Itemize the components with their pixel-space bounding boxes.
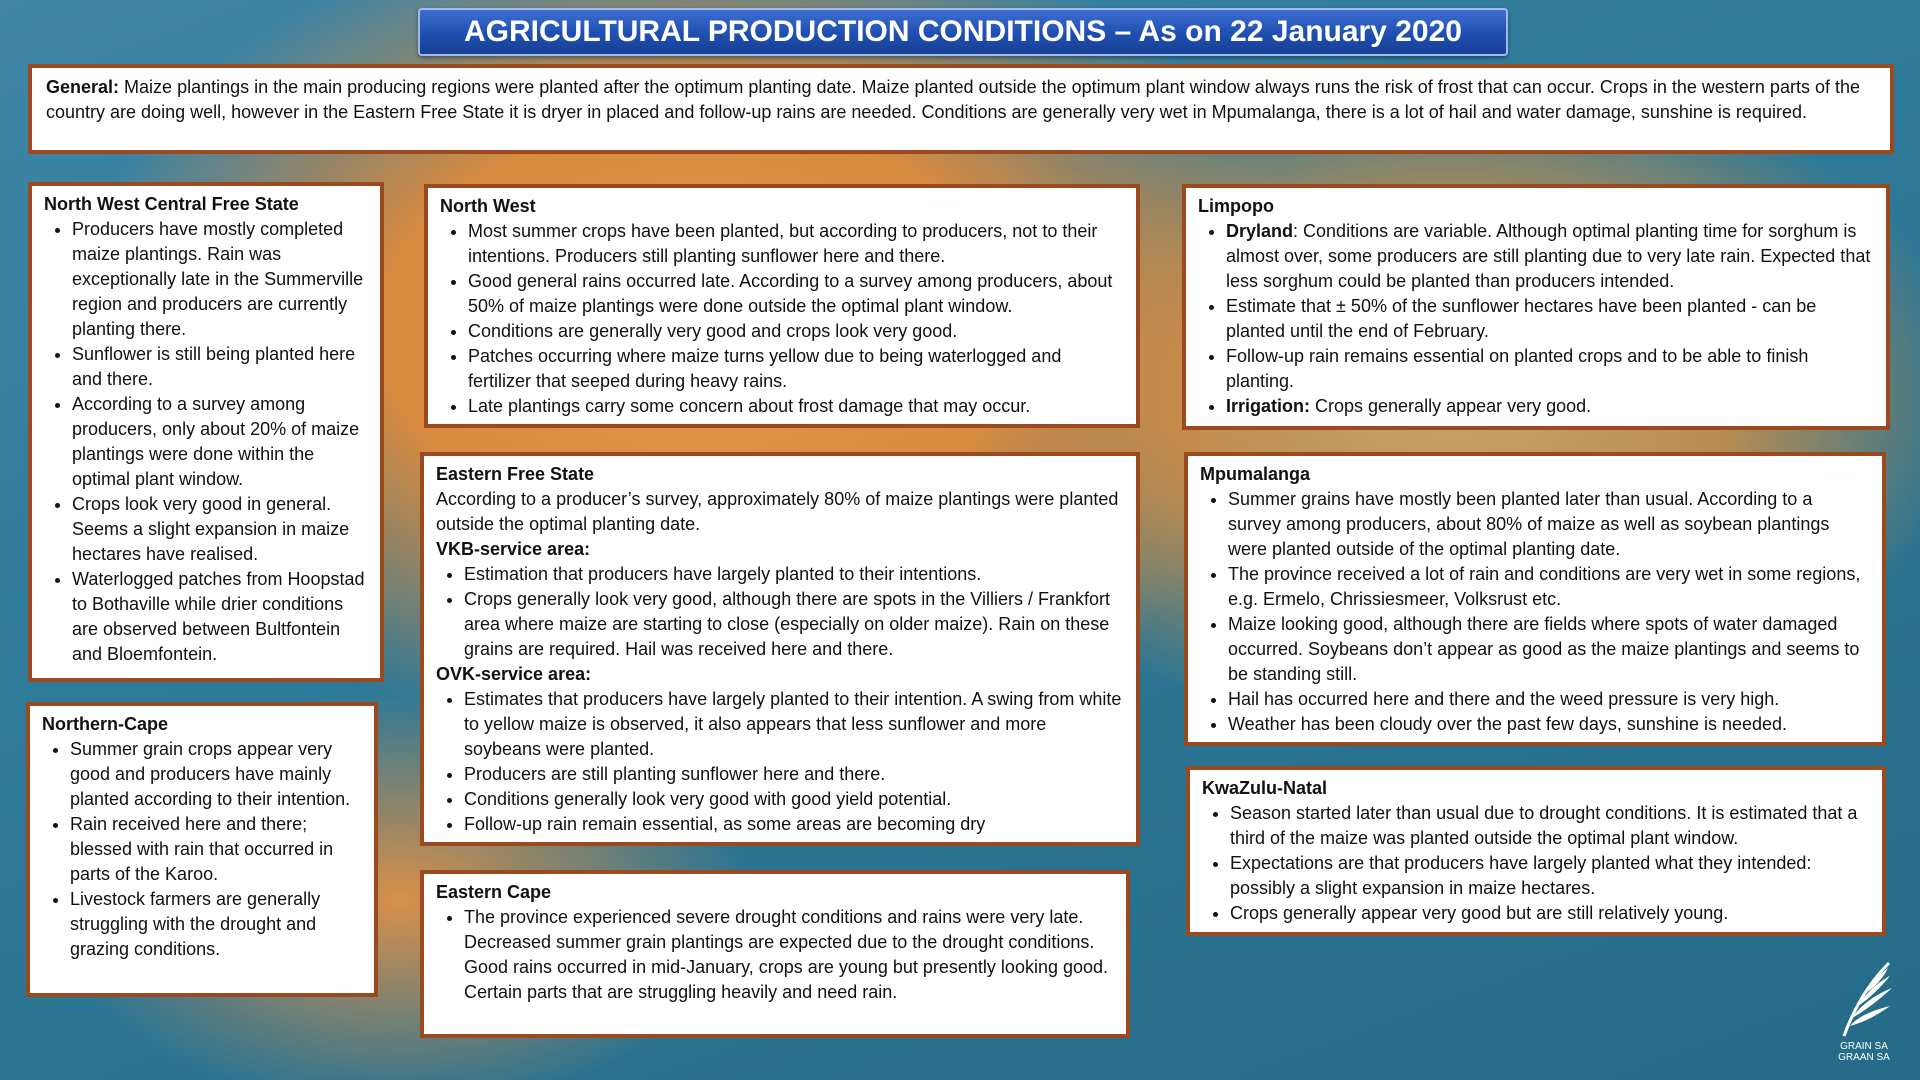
list-item: • Patches occurring where maize turns yellow due to being waterlogged and fertilizer that seeped during heavy rains. xyxy=(468,344,1124,394)
list-item: • Producers are still planting sunflower here and there. xyxy=(464,762,1124,787)
logo-text-af: GRAAN SA xyxy=(1838,1052,1890,1063)
eastern-fs-panel xyxy=(420,452,1140,846)
limpopo-panel xyxy=(1182,184,1890,430)
list-item: • According to a survey among producers, only about 20% of maize plantings were done within the optimal plant window. xyxy=(72,392,368,492)
list-item: • Summer grain crops appear very good and producers have mainly planted according to their intention. xyxy=(70,737,362,812)
mpumalanga-panel xyxy=(1184,452,1886,746)
ovk-subheading: OVK-service area: xyxy=(436,664,592,684)
grain-sa-logo xyxy=(1830,958,1898,1068)
bullet-list xyxy=(436,687,1124,837)
list-item: • Conditions are generally very good and crops look very good. xyxy=(468,319,1124,344)
north-west-panel xyxy=(424,184,1140,428)
bullet-list xyxy=(1202,801,1870,926)
panel-heading: Limpopo xyxy=(1198,196,1274,216)
intro-text: According to a producer’s survey, approximately 80% of maize plantings were planted outside the optimal planting date. xyxy=(436,489,1119,534)
list-item: • Producers have mostly completed maize plantings. Rain was exceptionally late in the Summerville region and producers are currently planting there. xyxy=(72,217,368,342)
bullet-list xyxy=(1198,219,1874,419)
nw-central-fs-panel xyxy=(28,182,384,682)
general-panel xyxy=(28,64,1894,154)
list-item: • Estimate that ± 50% of the sunflower hectares have been planted - can be planted until the end of February. xyxy=(1226,294,1874,344)
list-item: • Rain received here and there; blessed with rain that occurred in parts of the Karoo. xyxy=(70,812,362,887)
bullet-list xyxy=(1200,487,1870,737)
bullet-list xyxy=(42,737,362,962)
panel-heading: Mpumalanga xyxy=(1200,464,1311,484)
list-item: • Conditions generally look very good with good yield potential. xyxy=(464,787,1124,812)
list-item: • Maize looking good, although there are fields where spots of water damaged occurred. Soybeans don’t appear as good as the maize plantings and seems to be standing still. xyxy=(1228,612,1870,687)
list-item: • Estimates that producers have largely planted to their intention. A swing from white to yellow maize is observed, it also appears that less sunflower and more soybeans were planted. xyxy=(464,687,1124,762)
list-item: • Late plantings carry some concern about frost damage that may occur. xyxy=(468,394,1124,419)
panel-heading: KwaZulu-Natal xyxy=(1202,778,1328,798)
logo-text-en: GRAIN SA xyxy=(1840,1041,1888,1052)
dryland-label: Dryland xyxy=(1226,221,1294,241)
general-label: General: xyxy=(46,77,120,97)
dryland-text: : Conditions are variable. Although optimal planting time for sorghum is almost over, some producers are still planting due to very late rain. Expected that less sorghum could be planted than producers intended. xyxy=(1226,221,1871,291)
list-item: • Hail has occurred here and there and the weed pressure is very high. xyxy=(1228,687,1870,712)
list-item: • Expectations are that producers have largely planted what they intended: possibly a slight expansion in maize hectares. xyxy=(1230,851,1870,901)
list-item: • The province received a lot of rain and conditions are very wet in some regions, e.g. Ermelo, Chrissiesmeer, Volksrust etc. xyxy=(1228,562,1870,612)
panel-heading: Eastern Cape xyxy=(436,882,552,902)
list-item: • Livestock farmers are generally struggling with the drought and grazing conditions. xyxy=(70,887,362,962)
list-item: • Estimation that producers have largely planted to their intentions. xyxy=(464,562,1124,587)
panel-heading: North West xyxy=(440,196,536,216)
list-item: • Summer grains have mostly been planted later than usual. According to a survey among producers, about 80% of maize as well as soybean plantings were planted outside of the optimal planting date. xyxy=(1228,487,1870,562)
list-item: • Crops generally appear very good but are still relatively young. xyxy=(1230,901,1870,926)
list-item: • Waterlogged patches from Hoopstad to Bothaville while drier conditions are observed between Bultfontein and Bloemfontein. xyxy=(72,567,368,667)
list-item: • The province experienced severe drought conditions and rains were very late. Decreased summer grain plantings are expected due to the drought conditions. Good rains occurred in mid-January, crops are young but presently looking good. Certain parts that are struggling heavily and need rain. xyxy=(464,905,1114,1005)
list-item: • Crops generally look very good, although there are spots in the Villiers / Frankfort area where maize are starting to close (especially on older maize). Rain on these grains are required. Hail was received here and there. xyxy=(464,587,1124,662)
bullet-list xyxy=(440,219,1124,419)
list-item: • Most summer crops have been planted, but according to producers, not to their intentions. Producers still planting sunflower here and there. xyxy=(468,219,1124,269)
list-item: • Weather has been cloudy over the past few days, sunshine is needed. xyxy=(1228,712,1870,737)
list-item xyxy=(1226,219,1874,294)
vkb-subheading: VKB-service area: xyxy=(436,539,591,559)
panel-heading: North West Central Free State xyxy=(44,194,299,214)
irrigation-label: Irrigation: xyxy=(1226,396,1310,416)
general-text: Maize plantings in the main producing regions were planted after the optimum planting date. Maize planted outside the optimum plant window always runs the risk of frost that can occur. Crops in the western parts of the country are doing well, however in the Eastern Free State it is dryer in placed and follow-up rains are needed. Conditions are generally very wet in Mpumalanga, there is a lot of hail and water damage, sunshine is required. xyxy=(46,77,1860,122)
bullet-list xyxy=(436,905,1114,1005)
list-item: • Good general rains occurred late. According to a survey among producers, about 50% of maize plantings were done outside the optimal plant window. xyxy=(468,269,1124,319)
panel-heading: Eastern Free State xyxy=(436,464,595,484)
bullet-list xyxy=(44,217,368,667)
list-item: • Sunflower is still being planted here and there. xyxy=(72,342,368,392)
list-item: • Follow-up rain remains essential on planted crops and to be able to finish planting. xyxy=(1226,344,1874,394)
list-item: • Crops look very good in general. Seems a slight expansion in maize hectares have realised. xyxy=(72,492,368,567)
irrigation-text: Crops generally appear very good. xyxy=(1310,396,1592,416)
kzn-panel xyxy=(1186,766,1886,936)
wheat-logo-icon xyxy=(1834,958,1894,1038)
page-title: AGRICULTURAL PRODUCTION CONDITIONS – As on 22 January 2020 xyxy=(418,8,1508,56)
panel-heading: Northern-Cape xyxy=(42,714,169,734)
list-item: • Follow-up rain remain essential, as some areas are becoming dry xyxy=(464,812,1124,837)
list-item: • Season started later than usual due to drought conditions. It is estimated that a third of the maize was planted outside the optimal plant window. xyxy=(1230,801,1870,851)
northern-cape-panel xyxy=(26,702,378,997)
bullet-list xyxy=(436,562,1124,662)
list-item xyxy=(1226,394,1874,419)
eastern-cape-panel xyxy=(420,870,1130,1038)
